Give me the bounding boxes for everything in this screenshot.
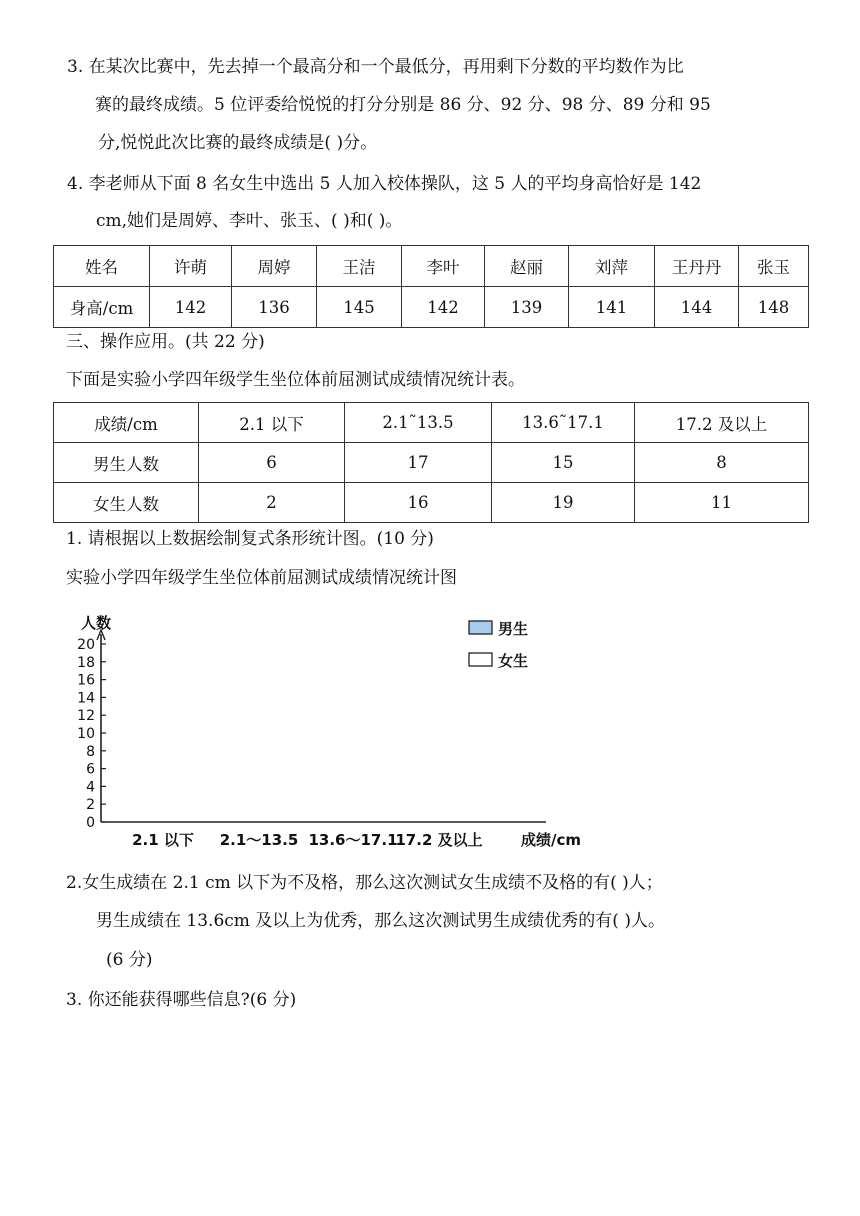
legend-label: 男生 [498, 620, 529, 638]
table-row [54, 483, 809, 523]
table-cell: 许萌 [150, 246, 232, 287]
table-cell: 女生人数 [54, 483, 199, 523]
y-tick-label: 12 [77, 708, 95, 725]
y-tick-label: 6 [86, 761, 95, 778]
table-cell: 15 [492, 443, 635, 483]
table-cell: 13.6˜17.1 [492, 403, 635, 443]
score-table [53, 402, 809, 523]
y-axis-label: 人数 [80, 614, 112, 632]
x-tick-label: 17.2 及以上 [395, 831, 483, 849]
y-tick-label: 16 [77, 672, 95, 689]
table-cell: 11 [635, 483, 809, 523]
task-2-line-3: (6 分) [106, 950, 153, 970]
question-3-line-3: 分,悦悦此次比赛的最终成绩是( )分。 [98, 133, 378, 153]
table-cell: 148 [739, 287, 809, 328]
y-tick-label: 4 [86, 779, 95, 796]
question-4-line-2: cm,她们是周婷、李叶、张玉、( )和( )。 [96, 211, 403, 231]
y-tick-label: 10 [77, 726, 95, 742]
height-table-value-row [54, 287, 809, 328]
section-3-title: 三、操作应用。(共 22 分) [66, 332, 265, 352]
table-row [54, 443, 809, 483]
table-cell: 王洁 [317, 246, 402, 287]
table-cell: 2.1˜13.5 [345, 403, 492, 443]
section-3-intro: 下面是实验小学四年级学生坐位体前屈测试成绩情况统计表。 [66, 370, 525, 390]
y-tick-label: 20 [77, 637, 95, 653]
table-cell: 19 [492, 483, 635, 523]
task-2-line-2: 男生成绩在 13.6cm 及以上为优秀，那么这次测试男生成绩优秀的有( )人。 [96, 911, 665, 931]
x-tick-label: 13.6～17.1 [308, 831, 398, 849]
table-cell: 李叶 [402, 246, 485, 287]
legend-label: 女生 [498, 652, 529, 670]
chart-title: 实验小学四年级学生坐位体前屈测试成绩情况统计图 [66, 568, 457, 588]
table-cell: 2.1 以下 [199, 403, 345, 443]
table-cell: 17.2 及以上 [635, 403, 809, 443]
table-cell: 赵丽 [485, 246, 569, 287]
y-tick-label: 0 [86, 815, 95, 831]
x-tick-label: 2.1 以下 [132, 831, 194, 849]
task-1-text: 1. 请根据以上数据绘制复式条形统计图。(10 分) [66, 529, 434, 549]
height-table [53, 245, 809, 328]
task-2-line-1: 2.女生成绩在 2.1 cm 以下为不及格，那么这次测试女生成绩不及格的有( )人； [66, 873, 663, 893]
table-cell: 6 [199, 443, 345, 483]
legend-swatch [469, 621, 492, 634]
table-cell: 成绩/cm [54, 403, 199, 443]
table-cell: 17 [345, 443, 492, 483]
table-cell: 张玉 [739, 246, 809, 287]
table-cell: 141 [569, 287, 655, 328]
bar-chart [0, 600, 860, 860]
table-cell: 2 [199, 483, 345, 523]
question-4-line-1: 4. 李老师从下面 8 名女生中选出 5 人加入校体操队，这 5 人的平均身高恰好是 142 [67, 174, 702, 194]
table-cell: 王丹丹 [655, 246, 739, 287]
table-cell: 139 [485, 287, 569, 328]
y-tick-label: 14 [77, 690, 95, 707]
table-cell: 身高/cm [54, 287, 150, 328]
table-cell: 144 [655, 287, 739, 328]
question-3-line-2: 赛的最终成绩。5 位评委给悦悦的打分分别是 86 分、92 分、98 分、89 分和 95 [95, 95, 711, 115]
table-cell: 刘萍 [569, 246, 655, 287]
task-3-text: 3. 你还能获得哪些信息?(6 分) [66, 990, 297, 1010]
y-tick-label: 18 [77, 654, 95, 671]
x-axis-label: 成绩/cm [521, 831, 582, 849]
table-cell: 男生人数 [54, 443, 199, 483]
table-cell: 姓名 [54, 246, 150, 287]
table-cell: 周婷 [232, 246, 317, 287]
y-tick-label: 8 [86, 743, 95, 760]
table-cell: 142 [402, 287, 485, 328]
table-cell: 16 [345, 483, 492, 523]
score-table-header-row [54, 403, 809, 443]
table-cell: 145 [317, 287, 402, 328]
y-tick-label: 2 [86, 797, 95, 814]
legend-swatch [469, 653, 492, 666]
table-cell: 136 [232, 287, 317, 328]
table-cell: 142 [150, 287, 232, 328]
x-tick-label: 2.1～13.5 [219, 831, 299, 849]
question-3-line-1: 3. 在某次比赛中，先去掉一个最高分和一个最低分，再用剩下分数的平均数作为比 [67, 57, 684, 77]
table-cell: 8 [635, 443, 809, 483]
height-table-header-row [54, 246, 809, 287]
